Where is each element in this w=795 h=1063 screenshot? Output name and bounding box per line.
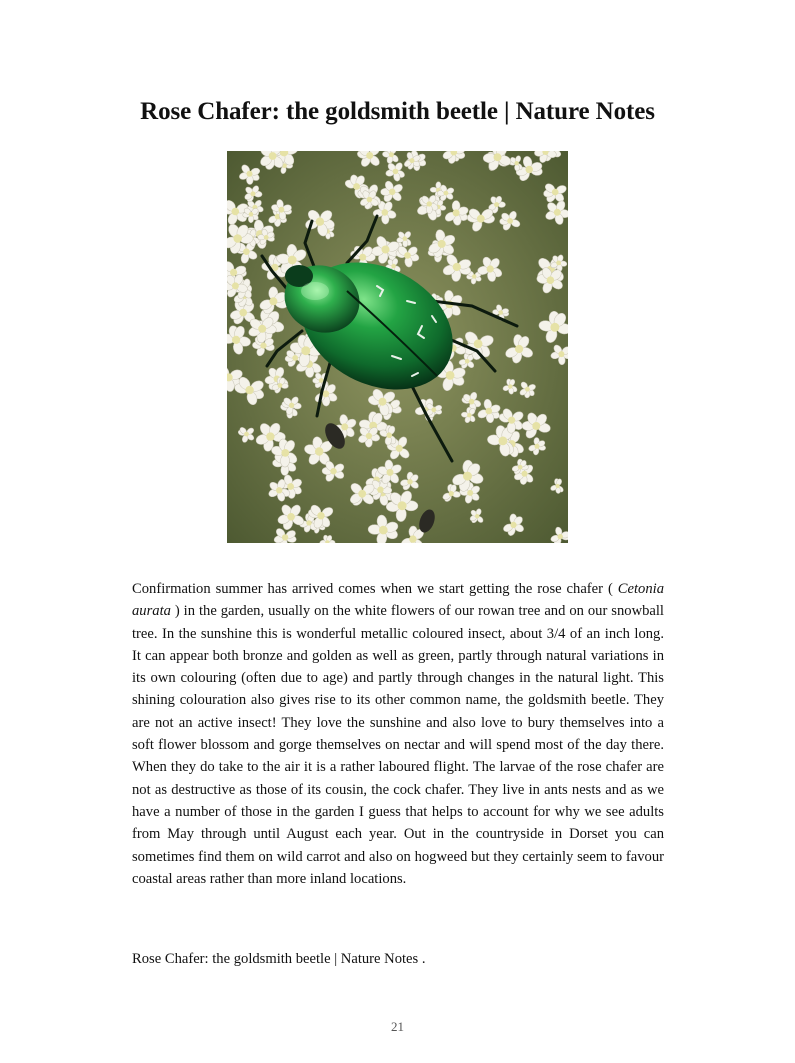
page-title: Rose Chafer: the goldsmith beetle | Nature Notes — [140, 98, 655, 125]
page-number: 21 — [391, 1019, 404, 1034]
beetle-photo — [227, 151, 568, 543]
source-line: Rose Chafer: the goldsmith beetle | Nature Notes . — [132, 951, 426, 967]
article-body-part2: ) in the garden, usually on the white flowers of our rowan tree and on our snowball tree. In the sunshine this is wonderful metallic coloured insect, about 3/4 of an inch long. It can appear both bronze and golden as well as green, partly through natural variations in its own colouring (often due to age) and partly through changes in the natural light. This shining colouration also gives rise to its other common name, the goldsmith beetle. They are not an active insect! They love the sunshine and also love to bury themselves into a soft flower blossom and gorge themselves on nectar and will spend most of the day there. When they do take to the air it is a rather laboured flight. The larvae of the rose chafer are not as destructive as those of its cousin, the cock chafer. They live in ants nests and as we have a number of those in the garden I guess that helps to account for why we see adults from May through until August each year. Out in the countryside in Dorset you can sometimes find them on wild carrot and also on hogweed but they certainly seem to favour coastal areas rather than more inland locations. — [132, 603, 664, 887]
article-body-part1: Confirmation summer has arrived comes when we start getting the rose chafer ( — [132, 581, 613, 597]
species-name: Cetonia aurata — [132, 581, 664, 620]
article-body — [132, 578, 664, 890]
beetle-photo-illustration — [227, 151, 568, 543]
